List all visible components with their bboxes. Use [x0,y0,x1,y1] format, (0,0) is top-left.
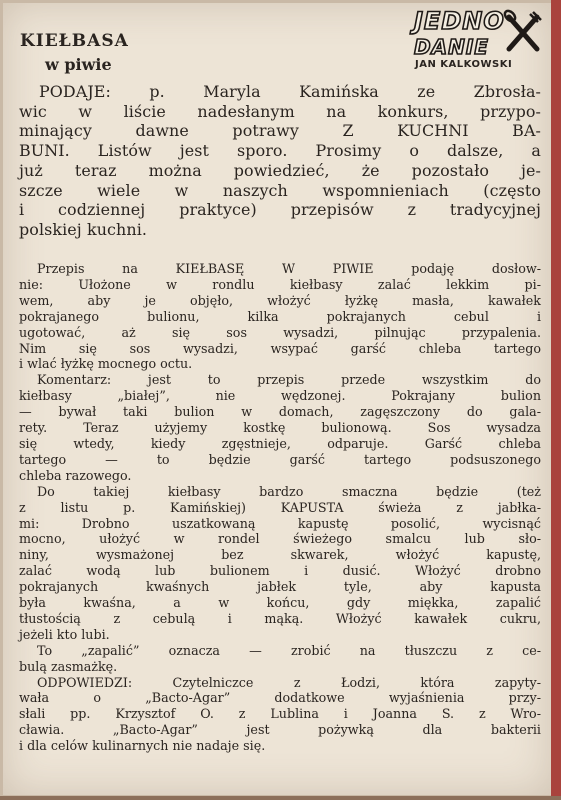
text-line: z listu p. Kamińskiej) KAPUSTA świeża z jabłka- [19,499,541,515]
article-intro [19,82,541,240]
text-line: PODAJE: p. Maryla Kamińska ze Zbrosła- [39,82,541,101]
text-line: wem, aby je objęło, włożyć łyżkę masła, kawałek [19,292,541,308]
logo-author: JAN KALKOWSKI [415,59,513,70]
text-line: bulą zasmażkę. [19,658,118,674]
text-line: szcze wiele w naszych wspomnieniach (często [19,180,541,200]
text-line: nie: Ułożone w rondlu kiełbasy zalać lekkim pi- [19,276,541,292]
text-line: i wlać łyżkę mocnego octu. [19,356,193,372]
text-line: mocno, ułożyć w rondel świeżego smalcu lub sło- [19,531,541,547]
column-logo [411,7,543,73]
logo-line-1: JEDNO [414,7,505,35]
text-line: mi: Drobno uszatkowaną kapustę posolić, wycisnąć [19,515,541,531]
text-line: kiełbasy „białej”, nie wędzonej. Pokrajany bulion [19,388,541,404]
text-line: wała o „Bacto-Agar” dodatkowe wyjaśnienia przy- [19,690,541,706]
text-line: pokrajanego bulionu, kilka pokrajanych cebul i [19,308,541,324]
text-line: niny, wysmażonej bez skwarek, włożyć kapustę, [19,547,541,563]
text-line: tłustością z cebulą i mąką. Włożyć kawałek cukru, [19,610,541,626]
text-line: i dla celów kulinarnych nie nadaje się. [19,738,266,754]
text-line: ugotować, aż się sos wysadzi, pilnując przypalenia. [19,324,541,340]
logo-line-2: DANIE [414,35,489,59]
newspaper-clipping [3,3,551,795]
text-line: Do takiej kiełbasy bardzo smaczna będzie (też [37,483,541,499]
text-line: słali pp. Krzysztof O. z Lublina i Joanna S. z Wro- [19,706,541,722]
text-line: Przepis na KIEŁBASĘ W PIWIE podaję dosłow- [37,261,541,276]
text-line: BUNI. Listów jest sporo. Prosimy o dalsze, a [19,141,541,161]
text-line: pokrajanych kwaśnych jabłek tyle, aby kapusta [19,579,541,595]
text-line: polskiej kuchni. [19,219,148,239]
text-line: jeżeli kto lubi. [19,626,110,642]
text-line: była kwaśna, a w końcu, gdy miękka, zapalić [19,595,541,611]
article-subtitle: w piwie [45,55,112,74]
crossed-cutlery-icon [503,9,543,55]
text-line: chleba razowego. [19,467,132,483]
text-line: już teraz można powiedzieć, że pozostało je- [19,160,541,180]
page-edge-bottom [0,796,561,800]
text-line: Komentarz: jest to przepis przede wszystkim do [37,372,541,388]
text-line: Nim się sos wysadzi, wsypać garść chleba tartego [19,340,541,356]
article-title: KIEŁBASA [20,31,129,51]
text-line: cławia. „Bacto-Agar” jest pożywką dla bakterii [19,722,541,738]
text-line: ODPOWIEDZI: Czytelniczce z Łodzi, która zapyty- [37,674,541,690]
text-line: tartego — to będzie garść tartego podsuszonego [19,451,541,467]
text-line: wic w liście nadesłanym na konkurs, przypo- [19,101,541,121]
text-line: — bywał taki bulion w domach, zagęszczony do gala- [19,404,541,420]
text-line: i codziennej praktyce) przepisów z tradycyjnej [19,200,541,220]
text-line: To „zapalić” oznacza — zrobić na tłuszczu z ce- [37,642,541,658]
page-edge [551,0,561,800]
text-line: się wtedy, kiedy zgęstnieje, odparuje. Garść chleba [19,435,541,451]
text-line: zalać wodą lub bulionem i dusić. Włożyć drobno [19,563,541,579]
text-line: rety. Teraz użyjemy kostkę bulionową. Sos wysadza [19,420,541,436]
article-body [19,261,541,754]
text-line: minający dawne potrawy Z KUCHNI BA- [19,121,541,141]
